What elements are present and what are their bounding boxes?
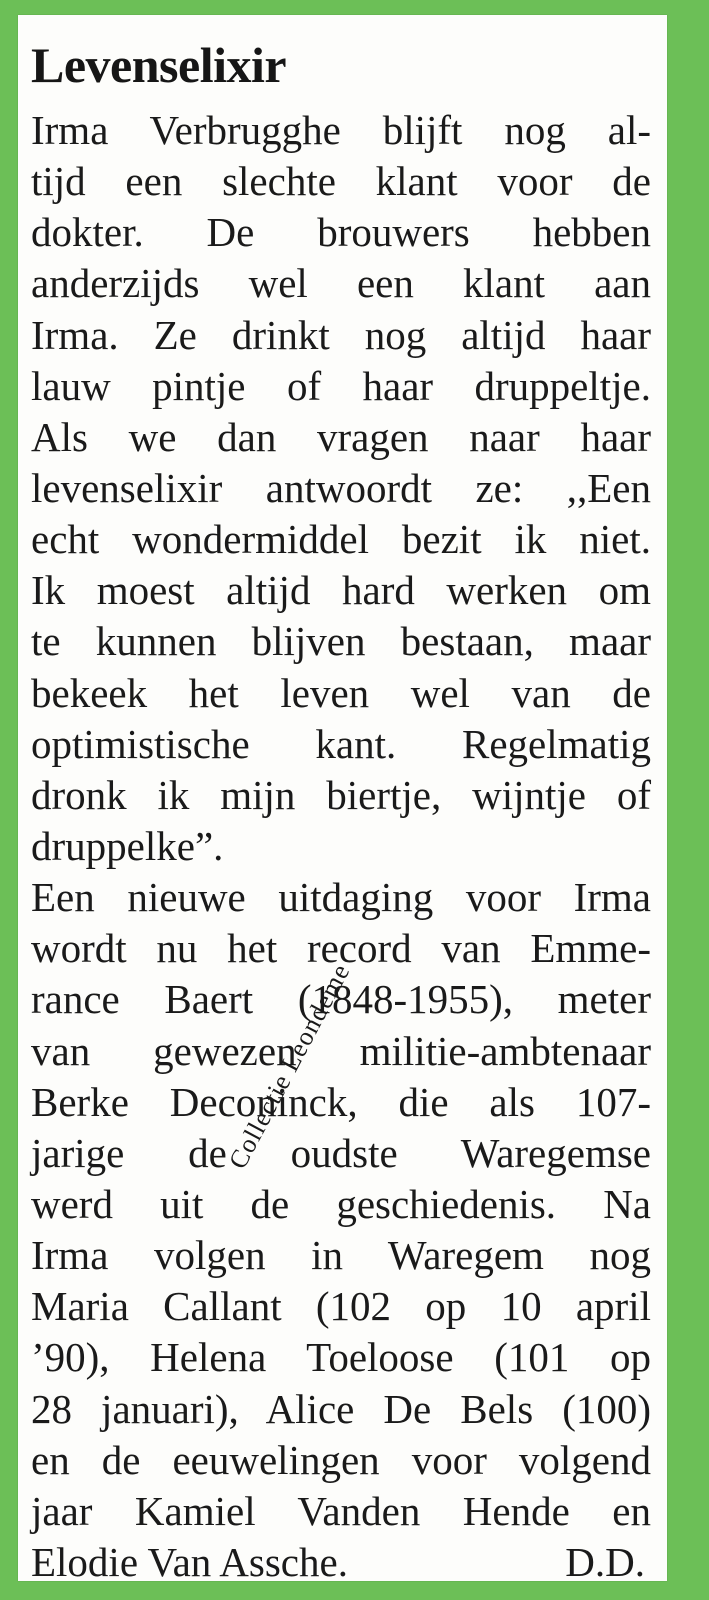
article-headline: Levenselixir [31,37,287,93]
author-signature: D.D. [565,1538,645,1585]
article-signoff-line [31,1537,651,1588]
article-line: Maria Callant (102 op 10 april [31,1283,651,1330]
collection-watermark: Collectie Leondeme [223,958,356,1174]
article-line: ’90), Helena Toeloose (101 op [31,1334,651,1381]
article-line: 28 januari), Alice De Bels (100) [31,1385,651,1432]
article-line: wordt nu het record van Emme- [31,925,651,972]
closing-text: Elodie Van Assche. [31,1538,348,1585]
article-line: Als we dan vragen naar haar [31,413,651,460]
article-line: druppelke”. [31,822,224,869]
article-line: Irma volgen in Waregem nog [31,1232,651,1279]
article-line: tijd een slechte klant voor de [31,158,651,205]
article-line: dokter. De brouwers hebben [31,209,651,256]
article-line: dronk ik mijn biertje, wijntje of [31,771,651,818]
article-line: echt wondermiddel bezit ik niet. [31,516,651,563]
article-line: lauw pintje of haar druppeltje. [31,362,651,409]
article-line: jaar Kamiel Vanden Hende en [31,1487,651,1534]
article-line: te kunnen blijven bestaan, maar [31,618,651,665]
article-line: jarige de oudste Waregemse [31,1129,651,1176]
newspaper-clipping [18,15,667,1585]
article-line: werd uit de geschiedenis. Na [31,1180,651,1227]
article-line: anderzijds wel een klant aan [31,260,651,307]
article-line: Berke Deconinck, die als 107- [31,1078,651,1125]
article-line: Ik moest altijd hard werken om [31,567,651,614]
article-line: rance Baert (1848-1955), meter [31,976,651,1023]
article-body [31,105,651,1588]
article-line: Een nieuwe uitdaging voor Irma [31,874,651,921]
article-line: levenselixir antwoordt ze: ,,Een [31,464,651,511]
article-line: van gewezen militie-ambtenaar [31,1027,651,1074]
article-line: optimistische kant. Regelmatig [31,720,651,767]
article-line: Irma. Ze drinkt nog altijd haar [31,311,651,358]
article-line: bekeek het leven wel van de [31,669,651,716]
article-line: Irma Verbrugghe blijft nog al- [31,107,651,153]
article-line: en de eeuwelingen voor volgend [31,1436,651,1483]
